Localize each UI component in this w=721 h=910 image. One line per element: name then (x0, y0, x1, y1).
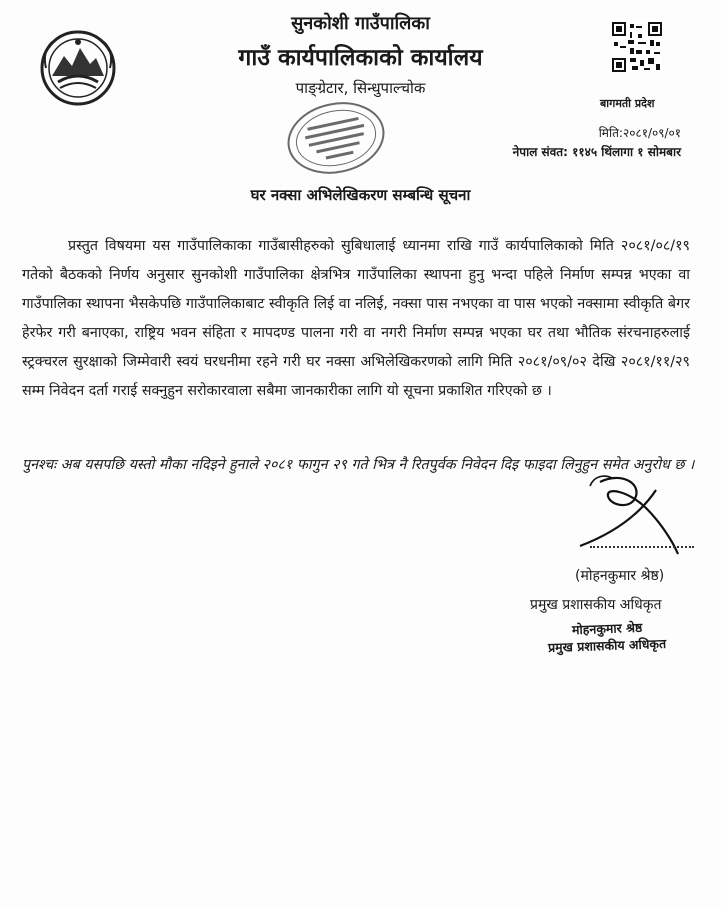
handwritten-signature (560, 462, 690, 574)
notice-subject: घर नक्सा अभिलेखिकरण सम्बन्धि सूचना (250, 186, 471, 204)
signatory-title: प्रमुख प्रशासकीय अधिकृत (530, 597, 662, 613)
notice-body: प्रस्तुत विषयमा यस गाउँपालिकाका गाउँबासीहरुको सुबिधालाई ध्यानमा राखि गाउँ कार्यपालिकाको मिति २०८१/०८/१९ गतेको बैठकको निर्णय अनुसार सुनकोशी गाउँपालिका क्षेत्रभित्र गाउँपालिका स्थापना हुनु भन्दा पहिले निर्माण सम्पन्न भएका वा गाउँपालिका स्थापना भैसकेपछि गाउँपालिकाबाट स्वीकृति लिई वा नलिई, नक्सा पास नभएका वा पास भएको नक्सामा स्वीकृति बेगर हेरफेर गरी बनाएका, राष्ट्रिय भवन संहिता र मापदण्ड पालना गरी वा नगरी निर्माण सम्पन्न भएका घर तथा भौतिक संरचनाहरुलाई स्ट्रक्चरल सुरक्षाको जिम्मेवारी स्वयं घरधनीमा रहने गरी घर नक्सा अभिलेखिकरणको लागि मिति २०८१/०९/०२ देखि २०८१/११/२९ सम्म निवेदन दर्ता गराई सक्नुहुन सरोकारवाला सबैमा जानकारीका लागि यो सूचना प्रकाशित गरिएको छ । (22, 238, 690, 399)
title-stamp: प्रमुख प्रशासकीय अधिकृत (547, 635, 667, 656)
municipality-name: सुनकोशी गाउँपालिका (291, 13, 430, 34)
signatory-name: (मोहनकुमार श्रेष्ठ) (575, 568, 665, 584)
nepal-sambat-line: नेपाल संवत: ११४५ थिंलागा १ सोमबार (512, 145, 681, 159)
qr-code-icon (612, 22, 662, 72)
office-name: गाउँ कार्यपालिकाको कार्यालय (238, 45, 483, 71)
notice-postscript: पुनश्चः अब यसपछि यस्तो मौका नदिइने हुनाले २०८१ फागुन २९ गते भित्र नै रितपुर्वक निवेदन दिइ फाइदा लिनुहुन समेत अनुरोध छ । (22, 457, 695, 473)
office-location: पाङ्ग्रेटार, सिन्धुपाल्चोक (295, 79, 426, 97)
name-stamp: मोहनकुमार श्रेष्ठ (571, 619, 643, 638)
signature-line (590, 546, 694, 548)
office-seal-stamp (280, 96, 392, 180)
province-label: बागमती प्रदेश (600, 97, 655, 110)
date-line: मिति:२०८१/०९/०१ (598, 126, 681, 140)
